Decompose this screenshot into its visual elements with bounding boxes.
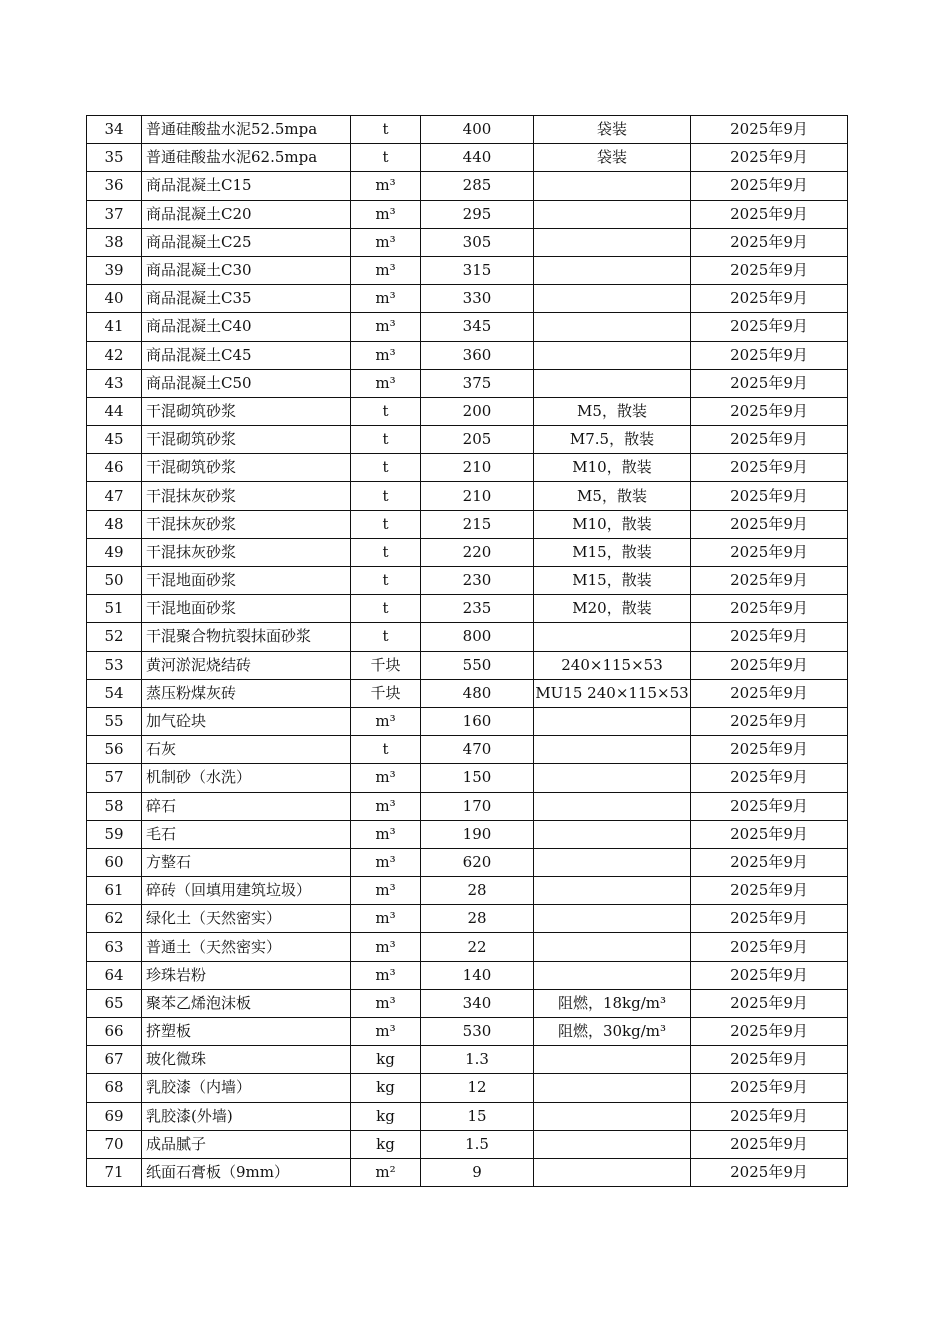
date-cell: 2025年9月 (691, 989, 848, 1017)
material-name-cell: 黄河淤泥烧结砖 (142, 651, 351, 679)
material-name-cell: 碎砖（回填用建筑垃圾） (142, 877, 351, 905)
price-cell: 360 (421, 341, 534, 369)
date-cell: 2025年9月 (691, 313, 848, 341)
date-cell: 2025年9月 (691, 905, 848, 933)
price-cell: 210 (421, 454, 534, 482)
unit-cell: t (351, 116, 421, 144)
price-cell: 15 (421, 1102, 534, 1130)
unit-cell: m³ (351, 369, 421, 397)
price-cell: 210 (421, 482, 534, 510)
unit-cell: m³ (351, 905, 421, 933)
note-cell: 袋装 (534, 116, 691, 144)
row-number-cell: 51 (87, 595, 142, 623)
material-name-cell: 干混聚合物抗裂抹面砂浆 (142, 623, 351, 651)
material-name-cell: 普通硅酸盐水泥52.5mpa (142, 116, 351, 144)
unit-cell: m³ (351, 989, 421, 1017)
unit-cell: kg (351, 1046, 421, 1074)
date-cell: 2025年9月 (691, 510, 848, 538)
table-row (87, 848, 848, 876)
unit-cell: t (351, 567, 421, 595)
unit-cell: m³ (351, 820, 421, 848)
date-cell: 2025年9月 (691, 397, 848, 425)
note-cell (534, 820, 691, 848)
material-price-table (86, 115, 848, 1187)
price-cell: 9 (421, 1158, 534, 1186)
unit-cell: m³ (351, 1018, 421, 1046)
date-cell: 2025年9月 (691, 1074, 848, 1102)
price-cell: 1.5 (421, 1130, 534, 1158)
row-number-cell: 62 (87, 905, 142, 933)
row-number-cell: 70 (87, 1130, 142, 1158)
unit-cell: t (351, 482, 421, 510)
date-cell: 2025年9月 (691, 285, 848, 313)
material-name-cell: 成品腻子 (142, 1130, 351, 1158)
unit-cell: t (351, 623, 421, 651)
price-cell: 480 (421, 679, 534, 707)
unit-cell: m³ (351, 172, 421, 200)
note-cell: 240×115×53 (534, 651, 691, 679)
price-cell: 160 (421, 707, 534, 735)
table-row (87, 764, 848, 792)
unit-cell: t (351, 426, 421, 454)
table-row (87, 369, 848, 397)
table-row (87, 905, 848, 933)
date-cell: 2025年9月 (691, 369, 848, 397)
price-cell: 530 (421, 1018, 534, 1046)
table-row (87, 820, 848, 848)
unit-cell: m³ (351, 707, 421, 735)
price-cell: 140 (421, 961, 534, 989)
unit-cell: m³ (351, 933, 421, 961)
note-cell: M10，散装 (534, 454, 691, 482)
date-cell: 2025年9月 (691, 1130, 848, 1158)
date-cell: 2025年9月 (691, 707, 848, 735)
date-cell: 2025年9月 (691, 426, 848, 454)
table-row (87, 567, 848, 595)
material-name-cell: 干混抹灰砂浆 (142, 482, 351, 510)
unit-cell: m³ (351, 792, 421, 820)
note-cell (534, 172, 691, 200)
row-number-cell: 46 (87, 454, 142, 482)
date-cell: 2025年9月 (691, 1102, 848, 1130)
material-name-cell: 商品混凝土C25 (142, 228, 351, 256)
price-cell: 150 (421, 764, 534, 792)
note-cell (534, 961, 691, 989)
material-name-cell: 商品混凝土C50 (142, 369, 351, 397)
note-cell (534, 877, 691, 905)
note-cell: M15，散装 (534, 538, 691, 566)
unit-cell: m³ (351, 764, 421, 792)
unit-cell: t (351, 510, 421, 538)
row-number-cell: 34 (87, 116, 142, 144)
row-number-cell: 39 (87, 256, 142, 284)
note-cell: MU15 240×115×53 (534, 679, 691, 707)
unit-cell: kg (351, 1102, 421, 1130)
note-cell (534, 1074, 691, 1102)
material-name-cell: 珍珠岩粉 (142, 961, 351, 989)
price-cell: 375 (421, 369, 534, 397)
table-body (87, 116, 848, 1187)
price-cell: 285 (421, 172, 534, 200)
row-number-cell: 52 (87, 623, 142, 651)
price-cell: 340 (421, 989, 534, 1017)
price-cell: 295 (421, 200, 534, 228)
price-cell: 230 (421, 567, 534, 595)
row-number-cell: 60 (87, 848, 142, 876)
note-cell (534, 1046, 691, 1074)
unit-cell: m³ (351, 200, 421, 228)
table-row (87, 651, 848, 679)
note-cell (534, 313, 691, 341)
table-row (87, 285, 848, 313)
table-row (87, 510, 848, 538)
material-name-cell: 绿化土（天然密实） (142, 905, 351, 933)
date-cell: 2025年9月 (691, 877, 848, 905)
note-cell (534, 1130, 691, 1158)
date-cell: 2025年9月 (691, 764, 848, 792)
date-cell: 2025年9月 (691, 820, 848, 848)
unit-cell: m³ (351, 256, 421, 284)
note-cell: M15，散装 (534, 567, 691, 595)
row-number-cell: 69 (87, 1102, 142, 1130)
row-number-cell: 71 (87, 1158, 142, 1186)
material-name-cell: 商品混凝土C40 (142, 313, 351, 341)
price-cell: 345 (421, 313, 534, 341)
note-cell (534, 764, 691, 792)
table-row (87, 1130, 848, 1158)
unit-cell: m³ (351, 313, 421, 341)
row-number-cell: 50 (87, 567, 142, 595)
note-cell (534, 200, 691, 228)
row-number-cell: 36 (87, 172, 142, 200)
unit-cell: m³ (351, 961, 421, 989)
note-cell: M7.5，散装 (534, 426, 691, 454)
price-cell: 800 (421, 623, 534, 651)
row-number-cell: 57 (87, 764, 142, 792)
note-cell (534, 792, 691, 820)
note-cell (534, 1158, 691, 1186)
date-cell: 2025年9月 (691, 454, 848, 482)
date-cell: 2025年9月 (691, 172, 848, 200)
price-cell: 470 (421, 736, 534, 764)
unit-cell: kg (351, 1130, 421, 1158)
table-row (87, 736, 848, 764)
material-name-cell: 挤塑板 (142, 1018, 351, 1046)
table-row (87, 989, 848, 1017)
row-number-cell: 61 (87, 877, 142, 905)
price-cell: 315 (421, 256, 534, 284)
table-row (87, 1018, 848, 1046)
price-cell: 190 (421, 820, 534, 848)
material-name-cell: 商品混凝土C15 (142, 172, 351, 200)
price-cell: 400 (421, 116, 534, 144)
note-cell (534, 341, 691, 369)
date-cell: 2025年9月 (691, 1158, 848, 1186)
table-row (87, 200, 848, 228)
table-row (87, 341, 848, 369)
unit-cell: 千块 (351, 679, 421, 707)
row-number-cell: 45 (87, 426, 142, 454)
note-cell (534, 848, 691, 876)
price-cell: 22 (421, 933, 534, 961)
row-number-cell: 47 (87, 482, 142, 510)
row-number-cell: 42 (87, 341, 142, 369)
row-number-cell: 40 (87, 285, 142, 313)
material-name-cell: 商品混凝土C20 (142, 200, 351, 228)
date-cell: 2025年9月 (691, 1046, 848, 1074)
row-number-cell: 55 (87, 707, 142, 735)
row-number-cell: 37 (87, 200, 142, 228)
row-number-cell: 38 (87, 228, 142, 256)
unit-cell: t (351, 397, 421, 425)
date-cell: 2025年9月 (691, 144, 848, 172)
price-cell: 205 (421, 426, 534, 454)
table-row (87, 256, 848, 284)
table-row (87, 454, 848, 482)
row-number-cell: 58 (87, 792, 142, 820)
row-number-cell: 43 (87, 369, 142, 397)
unit-cell: kg (351, 1074, 421, 1102)
note-cell (534, 369, 691, 397)
unit-cell: t (351, 736, 421, 764)
unit-cell: t (351, 538, 421, 566)
note-cell (534, 707, 691, 735)
date-cell: 2025年9月 (691, 200, 848, 228)
date-cell: 2025年9月 (691, 933, 848, 961)
table-row (87, 1158, 848, 1186)
material-name-cell: 加气砼块 (142, 707, 351, 735)
material-name-cell: 机制砂（水洗） (142, 764, 351, 792)
date-cell: 2025年9月 (691, 623, 848, 651)
table-row (87, 623, 848, 651)
note-cell (534, 285, 691, 313)
date-cell: 2025年9月 (691, 595, 848, 623)
table-row (87, 933, 848, 961)
unit-cell: m³ (351, 285, 421, 313)
material-name-cell: 干混砌筑砂浆 (142, 426, 351, 454)
table-row (87, 426, 848, 454)
material-name-cell: 普通硅酸盐水泥62.5mpa (142, 144, 351, 172)
row-number-cell: 44 (87, 397, 142, 425)
material-name-cell: 干混地面砂浆 (142, 567, 351, 595)
table-row (87, 538, 848, 566)
material-name-cell: 商品混凝土C30 (142, 256, 351, 284)
price-cell: 28 (421, 905, 534, 933)
row-number-cell: 67 (87, 1046, 142, 1074)
date-cell: 2025年9月 (691, 961, 848, 989)
row-number-cell: 53 (87, 651, 142, 679)
table-row (87, 792, 848, 820)
price-cell: 215 (421, 510, 534, 538)
row-number-cell: 64 (87, 961, 142, 989)
price-cell: 305 (421, 228, 534, 256)
date-cell: 2025年9月 (691, 679, 848, 707)
date-cell: 2025年9月 (691, 1018, 848, 1046)
material-name-cell: 商品混凝土C45 (142, 341, 351, 369)
table-row (87, 707, 848, 735)
unit-cell: t (351, 454, 421, 482)
material-name-cell: 方整石 (142, 848, 351, 876)
unit-cell: m³ (351, 228, 421, 256)
row-number-cell: 49 (87, 538, 142, 566)
date-cell: 2025年9月 (691, 341, 848, 369)
note-cell: M5，散装 (534, 482, 691, 510)
material-name-cell: 石灰 (142, 736, 351, 764)
table-row (87, 595, 848, 623)
table-row (87, 116, 848, 144)
price-cell: 12 (421, 1074, 534, 1102)
date-cell: 2025年9月 (691, 567, 848, 595)
price-cell: 28 (421, 877, 534, 905)
table-row (87, 1046, 848, 1074)
date-cell: 2025年9月 (691, 736, 848, 764)
row-number-cell: 35 (87, 144, 142, 172)
table-row (87, 397, 848, 425)
note-cell: M5，散装 (534, 397, 691, 425)
unit-cell: m³ (351, 848, 421, 876)
row-number-cell: 48 (87, 510, 142, 538)
date-cell: 2025年9月 (691, 482, 848, 510)
unit-cell: m² (351, 1158, 421, 1186)
material-name-cell: 玻化微珠 (142, 1046, 351, 1074)
material-name-cell: 商品混凝土C35 (142, 285, 351, 313)
note-cell: 袋装 (534, 144, 691, 172)
material-name-cell: 毛石 (142, 820, 351, 848)
table-row (87, 877, 848, 905)
note-cell: M10，散装 (534, 510, 691, 538)
price-cell: 620 (421, 848, 534, 876)
note-cell: M20，散装 (534, 595, 691, 623)
price-cell: 440 (421, 144, 534, 172)
note-cell (534, 905, 691, 933)
price-cell: 330 (421, 285, 534, 313)
price-cell: 235 (421, 595, 534, 623)
date-cell: 2025年9月 (691, 256, 848, 284)
unit-cell: m³ (351, 341, 421, 369)
note-cell (534, 736, 691, 764)
date-cell: 2025年9月 (691, 792, 848, 820)
row-number-cell: 56 (87, 736, 142, 764)
material-name-cell: 普通土（天然密实） (142, 933, 351, 961)
material-name-cell: 乳胶漆（内墙） (142, 1074, 351, 1102)
table-row (87, 144, 848, 172)
row-number-cell: 68 (87, 1074, 142, 1102)
material-name-cell: 纸面石膏板（9mm） (142, 1158, 351, 1186)
note-cell (534, 1102, 691, 1130)
row-number-cell: 63 (87, 933, 142, 961)
material-name-cell: 乳胶漆(外墙) (142, 1102, 351, 1130)
note-cell (534, 256, 691, 284)
material-name-cell: 碎石 (142, 792, 351, 820)
note-cell: 阻燃，30kg/m³ (534, 1018, 691, 1046)
unit-cell: m³ (351, 877, 421, 905)
table-row (87, 228, 848, 256)
note-cell: 阻燃，18kg/m³ (534, 989, 691, 1017)
date-cell: 2025年9月 (691, 848, 848, 876)
row-number-cell: 41 (87, 313, 142, 341)
material-name-cell: 干混砌筑砂浆 (142, 454, 351, 482)
price-cell: 550 (421, 651, 534, 679)
table-row (87, 679, 848, 707)
price-cell: 200 (421, 397, 534, 425)
price-cell: 1.3 (421, 1046, 534, 1074)
row-number-cell: 59 (87, 820, 142, 848)
material-name-cell: 干混地面砂浆 (142, 595, 351, 623)
table-row (87, 172, 848, 200)
date-cell: 2025年9月 (691, 116, 848, 144)
unit-cell: 千块 (351, 651, 421, 679)
note-cell (534, 228, 691, 256)
table-row (87, 313, 848, 341)
row-number-cell: 65 (87, 989, 142, 1017)
date-cell: 2025年9月 (691, 651, 848, 679)
note-cell (534, 933, 691, 961)
unit-cell: t (351, 144, 421, 172)
table-row (87, 1102, 848, 1130)
row-number-cell: 54 (87, 679, 142, 707)
date-cell: 2025年9月 (691, 538, 848, 566)
price-cell: 170 (421, 792, 534, 820)
note-cell (534, 623, 691, 651)
table-row (87, 1074, 848, 1102)
material-name-cell: 聚苯乙烯泡沫板 (142, 989, 351, 1017)
date-cell: 2025年9月 (691, 228, 848, 256)
unit-cell: t (351, 595, 421, 623)
material-name-cell: 干混砌筑砂浆 (142, 397, 351, 425)
material-name-cell: 蒸压粉煤灰砖 (142, 679, 351, 707)
price-cell: 220 (421, 538, 534, 566)
table-row (87, 482, 848, 510)
row-number-cell: 66 (87, 1018, 142, 1046)
table-row (87, 961, 848, 989)
material-name-cell: 干混抹灰砂浆 (142, 510, 351, 538)
material-name-cell: 干混抹灰砂浆 (142, 538, 351, 566)
